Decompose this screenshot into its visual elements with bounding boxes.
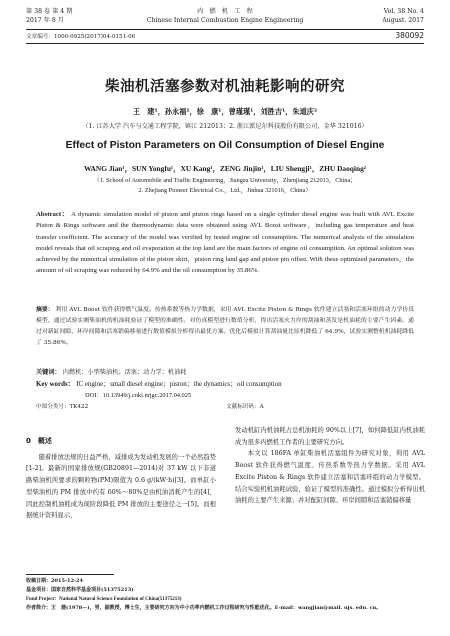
keywords-en-text: IC engine；small diesel engine；piston；the dynamics；oil consumption xyxy=(76,381,282,388)
left-column xyxy=(26,436,216,522)
classification xyxy=(36,402,414,410)
paper-title-cn: 柴油机活塞参数对机油耗影响的研究 xyxy=(105,79,345,95)
volume-number-en: Vol. 38 No. 4 xyxy=(383,8,424,15)
paper-title-en: Effect of Piston Parameters on Oil Consumption of Diesel Engine xyxy=(65,140,385,151)
affiliation-en-line1: （1. School of Automobile and Traffic Engineering，Jiangsu University，Zhenjiang 212013，China； xyxy=(93,177,357,184)
journal-name-en: Chinese Internal Combustion Engine Engineering xyxy=(146,16,304,24)
abstract-en xyxy=(36,209,414,277)
volume-issue-en xyxy=(382,8,424,25)
abstract-cn-label: 摘要： xyxy=(36,307,54,313)
authors-en: WANG Jian¹，SUN Yongfu¹，XU Kang¹，ZENG Jinjin¹，LIU Shengji¹，ZHU Daoqing² xyxy=(83,164,366,173)
article-id: 文章编号：1000-0925(2017)04-0151-06 xyxy=(26,34,136,40)
footnote-fund-en: Fund Project：National Natural Science Foundation of China(51375213) xyxy=(26,597,182,603)
document-code: 文献标识码：A xyxy=(226,404,264,410)
authors-cn: 王 建¹，孙永福¹，徐 康¹，曾瑾瑾¹，刘胜吉¹，朱道庆² xyxy=(132,107,318,116)
footnote-author-intro: 作者简介：王 建(1978—)，男，副教授，博士生，主要研究方向为中小功率内燃机工作过程研究与性能优化。E-mail：wangjian@mail. ujs. edu. cn。 xyxy=(26,605,382,612)
footnote-rule xyxy=(26,574,114,575)
right-column xyxy=(235,425,425,507)
keywords-en-label: Key words： xyxy=(36,381,75,388)
clc-number: 中图分类号：TK422 xyxy=(36,404,89,410)
footnote-received: 收稿日期：2015-12-24 xyxy=(26,578,83,584)
article-meta xyxy=(26,32,424,40)
article-number: 380092 xyxy=(395,31,424,40)
abstract-cn xyxy=(36,305,414,349)
abstract-cn-text: 利用 AVL Boost 软件获得燃气温度、传热系数等热力学数据，采用 AVL Excite Piston & Rings 软件建立活塞和活塞环组的动力学仿真模型，通过试验实测柴油机的机油耗验证了模型的准确性。对仿真模型进行数值分析，得出活塞火力岸的刮油和蒸发是机油耗的主要产生因素。通过对新缸间隙、环岸间隙和活塞销偏移量进行数值模拟分析得出最优方案。优化后模拟计算刮油量比原机降低了 64.9%，试验实测整机机油耗降低了 35.86%。 xyxy=(36,307,415,346)
header-rule xyxy=(26,29,424,30)
date-cn: 2017 年 8 月 xyxy=(26,16,64,24)
affiliation-cn: （1. 江苏大学 汽车与交通工程学院，镇江 212013；2. 浙江派尼尔科技股份有限公司，金华 321016） xyxy=(82,123,368,130)
keywords-cn xyxy=(36,367,414,376)
right-paragraph-2: 本文以 186FA 单缸柴油机活塞组件为研究对象，利用 AVL Boost 软件获得燃气温度、传热系数等热力学数据。采用 AVL Excite Piston & Rings 软件建立活塞和活塞环组的动力学模型。结合实验机机油耗试验，验证了模型的准确性。通过模拟分析得出机油耗的主要产生来源；并对配缸间隙、环岸间隙和活塞销偏移量 xyxy=(235,450,425,505)
date-en: August. 2017 xyxy=(382,16,424,24)
keywords-cn-text: 内燃机；小型柴油机；活塞；动力学；机油耗 xyxy=(62,369,187,376)
volume-issue-cn: 第 38 卷 第 4 期 xyxy=(26,8,73,15)
running-header xyxy=(26,8,424,30)
journal-name xyxy=(26,8,424,25)
right-paragraph-1: 发动机缸内机油耗占总机油耗的 90%以上[7]，如何降低缸内机油耗成为很多内燃机工作者的主要研究方向。 xyxy=(235,427,425,446)
abstract-en-label: Abstract： xyxy=(36,211,70,218)
footnotes xyxy=(26,577,424,613)
affiliation-en-line2: 2. Zhejiang Pioneer Electrical Co.，Ltd.，Jinhua 321016，China） xyxy=(138,186,312,194)
section-heading-overview: 0 概述 xyxy=(26,437,52,445)
abstract-en-text: A dynamic simulation model of piston and piston rings based on a single cylinder diesel engine was built with AVL Excite Piston & Rings software and the thermodynamic data were obtained using AVL Boost software，including gas temperature and heat transfer coefficient. The accuracy of the model was verified by tested engine oil consumption. The numerical analysis of the simulation model reveals that oil scraping and oil evaporation at the top land are the main factors of engine oil consumption. An optimal solution was achieved by the numerical simulation of the piston skirt，piston ring land gap and piston pin offset. With these optimized parameters，the amount of oil scraping was reduced by 64.9% and the oil consumption by 35.86%. xyxy=(36,211,415,275)
footnote-fund-cn: 基金项目：国家自然科学基金项目(51375213) xyxy=(26,587,134,594)
doi: DOI：10.13949/j.cnki.nrjgc.2017.04.025 xyxy=(85,392,192,399)
keywords-cn-label: 关键词： xyxy=(36,369,61,376)
overview-paragraph: 随着排放法规的日益严格，减排成为发动机发展的一个必然趋势[1-2]。最新的国家排放规(GB20891—2014)对 37 kW 以下非道路柴油机所要求的颗粒物(PM)限值为 0.6 g/(kW·h)[3]。而单缸小型柴油机的 PM 排放中约有 60%～80%是由机油消耗产生的[4]，因此控制机油耗成为现阶段降低 PM 排放的主要途径之一[5]。而根据统计资料显示， xyxy=(26,453,216,520)
keywords-en xyxy=(36,378,414,388)
journal-name-cn: 内 燃 机 工 程 xyxy=(197,8,253,15)
meta-rule xyxy=(26,43,424,44)
affiliation-en xyxy=(0,176,450,195)
